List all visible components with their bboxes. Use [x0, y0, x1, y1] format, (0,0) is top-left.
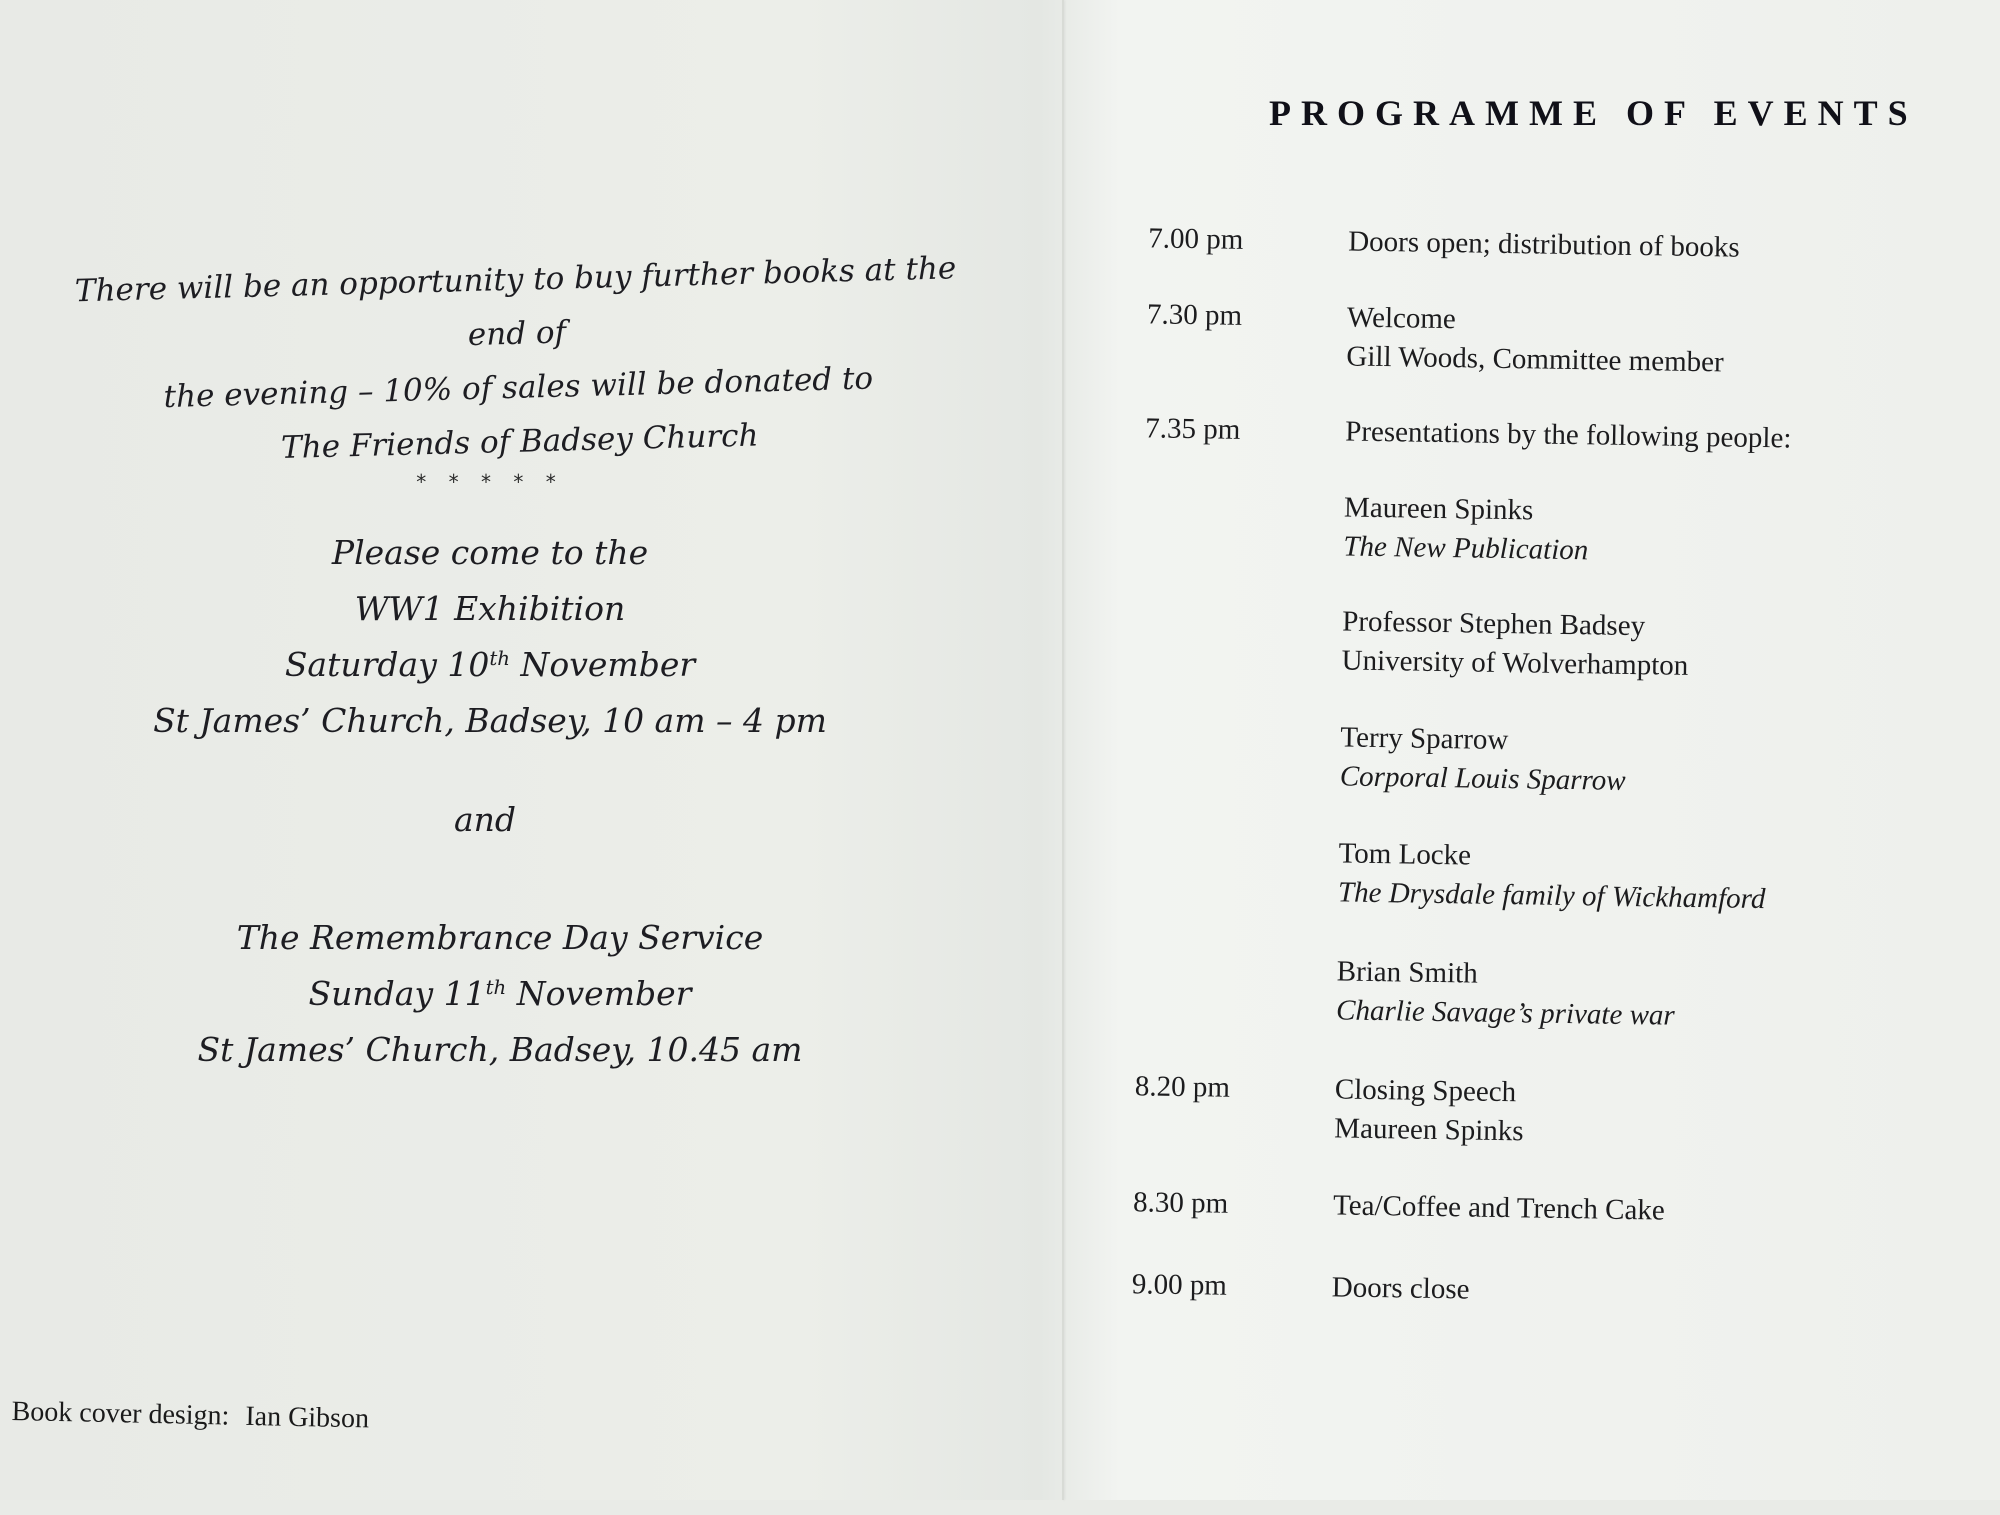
book-sale-notice: [50, 241, 985, 481]
invitation-line: Please come to the: [331, 533, 649, 572]
presenter-row: [1139, 831, 1979, 916]
schedule-time: 8.30 pm: [1132, 1186, 1229, 1220]
right-panel: [1064, 0, 2000, 1500]
presenter-name: Brian Smith: [1336, 955, 1478, 990]
presentation-title: The Drysdale family of Wickhamford: [1337, 876, 1766, 916]
presenter-entry: [1341, 602, 1982, 690]
presenter-row: [1143, 599, 1983, 682]
schedule-time: [1141, 715, 1291, 717]
exhibition-venue: St James’ Church, Badsey, 10 am – 4 pm: [153, 701, 827, 740]
schedule-time: 9.00 pm: [1131, 1268, 1228, 1302]
schedule-row: [1146, 295, 1987, 379]
presenter-row: [1141, 715, 1981, 797]
schedule-description: Tea/Coffee and Trench Cake: [1332, 1189, 1665, 1227]
credit-name: Ian Gibson: [245, 1400, 370, 1435]
schedule-time: [1137, 949, 1287, 951]
schedule-time: 7.00 pm: [1148, 222, 1244, 256]
schedule-time: [1143, 599, 1293, 601]
presentation-title: University of Wolverhampton: [1341, 644, 1689, 682]
presenter-entry: [1343, 488, 1984, 576]
schedule-row: [1132, 1183, 1973, 1227]
schedule-description: Closing Speech Maureen Spinks: [1334, 1073, 1524, 1148]
schedule-description: Welcome Gill Woods, Committee member: [1346, 301, 1724, 379]
presenter-name: Professor Stephen Badsey: [1342, 605, 1646, 643]
service-venue: St James’ Church, Badsey, 10.45 am: [197, 1030, 803, 1069]
presentation-title: The New Publication: [1343, 530, 1589, 567]
schedule-time: [1139, 831, 1289, 833]
schedule-row: [1148, 219, 1989, 264]
programme-title: PROGRAMME OF EVENTS: [1269, 93, 1918, 133]
schedule-time: 8.20 pm: [1134, 1070, 1231, 1104]
exhibition-invitation: [120, 525, 860, 749]
schedule-row: [1134, 1067, 1975, 1148]
presenter-entry: [1336, 952, 1977, 1040]
service-date: Sunday 11th November: [308, 974, 692, 1013]
star-separator: * * * * *: [416, 470, 564, 494]
presenter-name: Maureen Spinks: [1343, 491, 1534, 527]
remembrance-service: [130, 910, 870, 1078]
notice-line: There will be an opportunity to buy further books at the end of: [74, 250, 957, 354]
schedule-description: Doors close: [1331, 1271, 1470, 1306]
exhibition-name: WW1 Exhibition: [354, 589, 626, 628]
schedule-row: [1145, 409, 1986, 455]
notice-line: The Friends of Badsey Church: [280, 417, 759, 467]
schedule-description: Presentations by the following people:: [1345, 415, 1792, 455]
cover-design-credit: [11, 1396, 369, 1435]
schedule-description: Doors open; distribution of books: [1347, 225, 1740, 264]
presenter-entry: [1340, 718, 1981, 806]
presenter-name: Terry Sparrow: [1340, 721, 1509, 757]
service-name: The Remembrance Day Service: [236, 918, 764, 957]
notice-line: the evening – 10% of sales will be donated to: [163, 360, 874, 416]
schedule: [1040, 0, 1999, 1515]
schedule-time: 7.30 pm: [1146, 298, 1243, 332]
schedule-row: [1131, 1265, 1972, 1306]
exhibition-date: Saturday 10th November: [284, 645, 696, 684]
presenter-row: [1144, 485, 1984, 567]
credit-label: Book cover design:: [11, 1396, 230, 1432]
presentation-title: Corporal Louis Sparrow: [1339, 760, 1626, 797]
presenter-name: Tom Locke: [1338, 837, 1472, 872]
presentation-title: Charlie Savage’s private war: [1335, 994, 1675, 1032]
and-text: and: [453, 800, 517, 839]
schedule-time: 7.35 pm: [1145, 412, 1241, 446]
presenter-entry: [1338, 834, 1979, 922]
schedule-time: [1144, 485, 1294, 487]
presenter-row: [1137, 949, 1977, 1032]
